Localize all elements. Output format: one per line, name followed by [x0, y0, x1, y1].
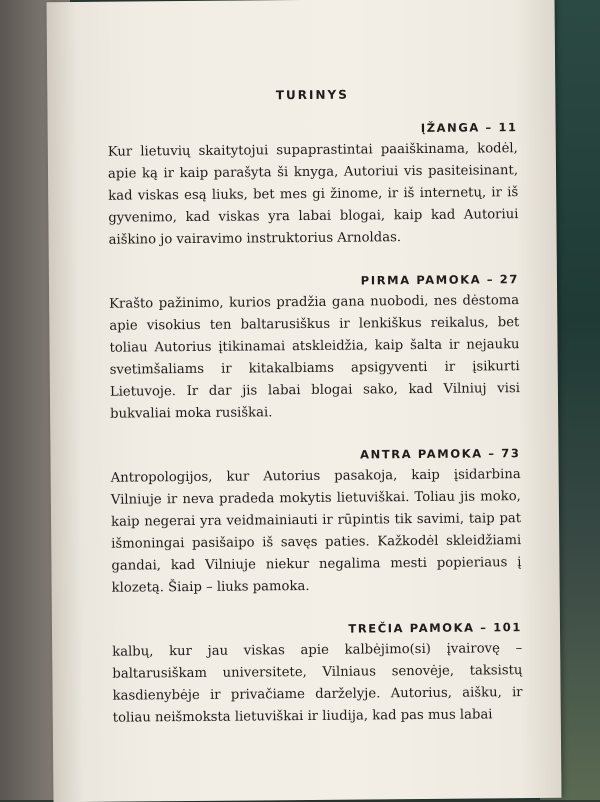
- toc-entry-pirma-pamoka: [109, 272, 520, 426]
- toc-entry-izanga: [108, 120, 519, 252]
- entry-heading: TREČIA PAMOKA – 101: [348, 620, 523, 636]
- entry-description: Krašto pažinimo, kurios pradžia gana nuobodi, nes dėstoma apie visokius ten baltarusiškus ir lenkiškus reikalus, bet toliau Autorius įtikinamai atskleidžia, kaip šalta ir nejauku svetimšaliams ir kitakalbiams apsigyventi ir įsikurti Lietuvoje. Ir dar jis labai blogai sako, kad Vilniuj visi bukvaliai moka rusiškai.: [109, 293, 520, 422]
- toc-entry-antra-pamoka: [110, 446, 521, 600]
- page-title: TURINYS: [275, 87, 349, 103]
- table-of-contents: [107, 86, 523, 754]
- book-page: [47, 0, 562, 802]
- entry-heading: ĮŽANGA – 11: [420, 120, 518, 135]
- entry-description: Kur lietuvių skaitytojui supaprastintai paaiškinama, kodėl, apie ką ir kaip parašyta ši knyga, Autoriui vis pasiteisinant, kad viskas esą liuks, bet mes gi žinome, ir iš internetų, ir iš gyvenimo, kad viskas yra labai blogai, kaip kad Autoriui aiškino jo vairavimo instruktorius Arnoldas.: [107, 141, 519, 248]
- toc-entry-trecia-pamoka: [112, 620, 523, 730]
- entry-description: kalbų, kur jau viskas apie kalbėjimo(si) įvairovę – baltarusiškam universitete, Vilniaus senovėje, taksistų kasdienybėje ir privačiame darželyje. Autorius, aišku, ir toliau neišmoksta lietuviškai ir liudija, kad pas mus labai: [112, 641, 523, 726]
- entry-heading: ANTRA PAMOKA – 73: [360, 446, 521, 462]
- entry-heading: PIRMA PAMOKA – 27: [360, 272, 520, 288]
- entry-description: Antropologijos, kur Autorius pasakoja, kaip įsidarbina Vilniuje ir neva pradeda mokytis lietuviškai. Toliau jis moko, kaip negerai yra veidmainiauti ir rūpintis tik savimi, taip pat išmoningai pasišaipo iš savęs paties. Kažkodėl skleidžiami gandai, kad Vilniuje niekur negalima mesti popieriaus į klozetą. Šiaip – liuks pamoka.: [110, 467, 522, 596]
